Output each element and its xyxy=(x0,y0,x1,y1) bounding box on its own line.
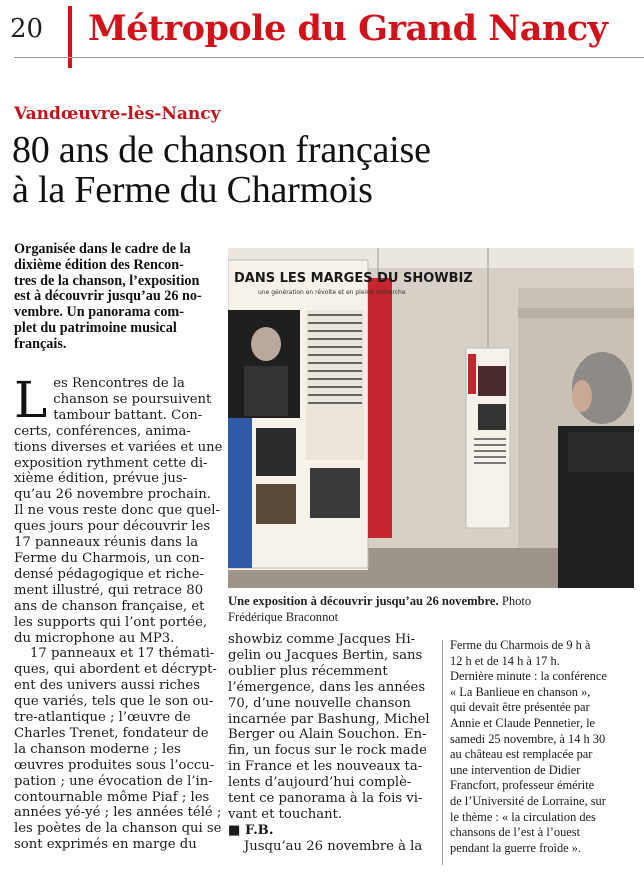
body-line: ques jours pour découvrir les xyxy=(14,519,211,535)
chapo-line: français. xyxy=(14,335,67,352)
dropcap: L xyxy=(14,371,48,429)
info-line: 12 h et de 14 h à 17 h. xyxy=(450,653,560,668)
photo-caption xyxy=(228,593,634,625)
body-line: l’émergence, dans les années xyxy=(228,679,426,695)
body-line: showbiz comme Jacques Hi- xyxy=(228,632,416,647)
body-line: du microphone au MP3. xyxy=(14,630,175,646)
body-line: chanson se poursuivent xyxy=(53,391,212,407)
body-line: ans de chanson française, et xyxy=(14,598,205,614)
info-line: Dernière minute : la conférence xyxy=(450,669,607,684)
author-signature: ■ F.B. xyxy=(228,822,274,838)
body-line: 70, d’une nouvelle chanson xyxy=(228,695,411,711)
body-line: Charles Trenet, fondateur de xyxy=(14,725,209,741)
body-line: sont exprimés en marge du xyxy=(14,837,197,853)
body-line: Jusqu’au 26 novembre à la xyxy=(244,838,423,854)
body-line: ment illustré, qui retrace 80 xyxy=(14,582,204,598)
headline-line: à la Ferme du Charmois xyxy=(12,169,373,211)
section-title: Métropole du Grand Nancy xyxy=(88,8,608,49)
article-column-2 xyxy=(228,632,434,855)
caption-credit: Frédérique Braconnot xyxy=(228,610,339,624)
info-line: pendant la guerre froide ». xyxy=(450,840,582,855)
body-line: 17 panneaux réunis dans la xyxy=(14,535,199,551)
body-line: Ferme du Charmois, un con- xyxy=(14,550,205,566)
header-accent-bar xyxy=(68,6,72,68)
body-line: es Rencontres de la xyxy=(53,376,185,391)
info-line: Annie et Claude Pennetier, le xyxy=(450,715,596,730)
info-line: au château est remplacée par xyxy=(450,747,593,762)
chapo-line: dixième édition des Rencon- xyxy=(14,256,184,273)
article-headline xyxy=(12,130,431,210)
body-line: lents d’aujourd’hui complè- xyxy=(228,775,412,791)
article-chapo xyxy=(14,242,220,353)
panel-subtitle: une génération en révolte et en pleine recherche xyxy=(258,289,406,296)
body-line: la chanson moderne ; les xyxy=(14,741,181,757)
body-line: 17 panneaux et 17 thémati- xyxy=(30,646,215,662)
body-line: xième édition, prévue jus- xyxy=(14,471,188,487)
info-line: chansons de l’est à l’ouest xyxy=(450,825,581,840)
chapo-line: est à découvrir jusqu’au 26 no- xyxy=(14,288,202,305)
body-line: les poètes de la chanson qui se xyxy=(14,821,222,837)
body-line: œuvres produites sous l’occu- xyxy=(14,757,215,773)
body-line: Berger ou Alain Souchon. En- xyxy=(228,727,427,743)
body-line: Il ne vous reste donc que quel- xyxy=(14,503,220,519)
body-line: certs, conférences, anima- xyxy=(14,423,191,439)
article-kicker: Vandœuvre-lès-Nancy xyxy=(14,104,221,124)
body-line: qu’au 26 novembre prochain. xyxy=(14,487,211,503)
body-line: vant et touchant. xyxy=(228,806,343,822)
header-divider xyxy=(14,57,644,58)
body-line: gelin ou Jacques Bertin, sans xyxy=(228,647,423,663)
body-line: densé pédagogique et riche- xyxy=(14,566,204,582)
body-line: ques, qui abordent et décrypt- xyxy=(14,662,217,678)
info-line: « La Banlieue en chanson », xyxy=(450,684,591,699)
info-line: une intervention de Didier xyxy=(450,762,581,777)
body-line: tre-atlantique ; l’œuvre de xyxy=(14,710,191,726)
caption-credit-label: Photo xyxy=(501,594,532,608)
info-line: Ferme du Charmois de 9 h à xyxy=(450,638,591,652)
chapo-line: plet du patrimoine musical xyxy=(14,319,177,336)
body-line: oublier plus récemment xyxy=(228,663,388,679)
body-line: tambour battant. Con- xyxy=(53,407,203,423)
page-number: 20 xyxy=(10,14,44,44)
body-line: tent ce panorama à la fois vi- xyxy=(228,791,423,807)
info-line: de l’Université de Lorraine, sur xyxy=(450,793,606,808)
article-column-3 xyxy=(450,638,640,856)
exhibition-photo xyxy=(228,248,634,588)
caption-text: Une exposition à découvrir jusqu’au 26 novembre. xyxy=(228,594,499,608)
info-line: qui devait être présentée par xyxy=(450,700,590,715)
body-line: fin, un focus sur le rock made xyxy=(228,743,427,759)
body-line: in France et les nouveaux ta- xyxy=(228,759,423,775)
info-line: Francfort, professeur émérite xyxy=(450,778,595,793)
chapo-line: vembre. Un panorama com- xyxy=(14,304,184,321)
body-line: contournable môme Piaf ; les xyxy=(14,789,210,805)
body-line: ent des univers aussi riches xyxy=(14,678,200,694)
body-line: que variés, tels que le son ou- xyxy=(14,694,214,710)
headline-line: 80 ans de chanson française xyxy=(12,129,431,171)
photo-illustration xyxy=(228,248,634,588)
chapo-line: Organisée dans le cadre de la xyxy=(14,241,191,257)
body-line: années yé-yé ; les années télé ; xyxy=(14,805,222,821)
chapo-line: tres de la chanson, l’exposition xyxy=(14,272,200,289)
info-line: le thème : « la circulation des xyxy=(450,809,596,824)
body-line: incarnée par Bashung, Michel xyxy=(228,711,430,727)
body-line: les supports qui l’ont portée, xyxy=(14,614,208,630)
article-column-1 xyxy=(14,371,223,853)
panel-title: DANS LES MARGES DU SHOWBIZ xyxy=(234,271,473,286)
body-line: exposition rythment cette di- xyxy=(14,455,208,471)
column-divider xyxy=(442,640,443,865)
info-line: samedi 25 novembre, à 14 h 30 xyxy=(450,731,606,746)
body-line: pation ; une évocation de l’in- xyxy=(14,773,213,789)
body-line: tions diverses et variées et une xyxy=(14,439,223,455)
